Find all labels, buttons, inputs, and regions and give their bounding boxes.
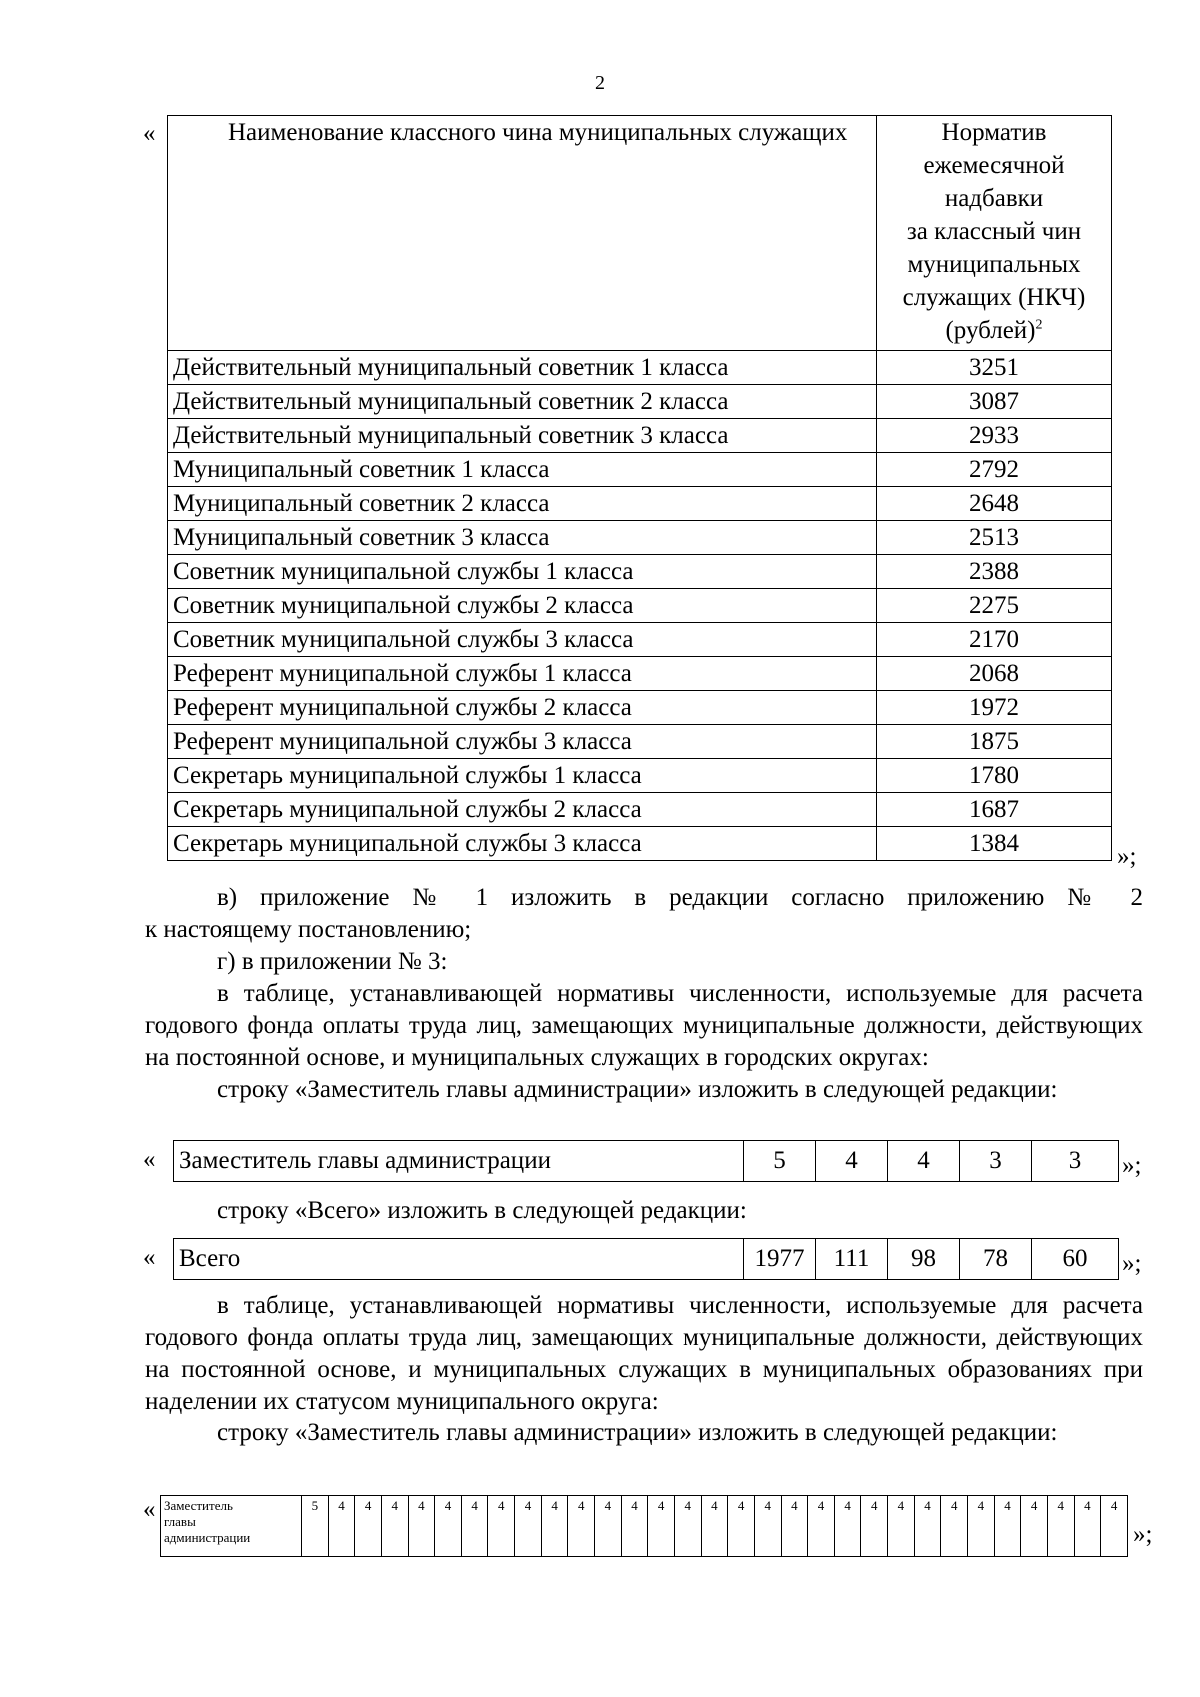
rank-name-cell: Референт муниципальной службы 2 класса bbox=[168, 691, 877, 725]
header-norm-line: (рублей)$^2$ bbox=[945, 317, 1043, 344]
small-value-cell: 4 bbox=[968, 1496, 995, 1557]
label-line: главы bbox=[164, 1514, 196, 1529]
deputy-value-cell: 4 bbox=[816, 1141, 888, 1182]
small-value-cell: 4 bbox=[621, 1496, 648, 1557]
paragraph-g: г) в приложении № 3: bbox=[217, 948, 448, 975]
label-line: администрации bbox=[164, 1530, 251, 1545]
norm-value-cell: 3251 bbox=[877, 351, 1112, 385]
table-row bbox=[168, 521, 1112, 555]
deputy-row-municipal-label bbox=[161, 1496, 302, 1557]
table-row bbox=[168, 793, 1112, 827]
deputy-value-cell: 5 bbox=[744, 1141, 816, 1182]
small-value-cell: 4 bbox=[754, 1496, 781, 1557]
open-quote-main-table: « bbox=[143, 120, 156, 147]
table-row bbox=[168, 555, 1112, 589]
small-value-cell: 4 bbox=[541, 1496, 568, 1557]
total-value-cell: 98 bbox=[888, 1239, 960, 1280]
deputy-value-cell: 4 bbox=[888, 1141, 960, 1182]
norm-value-cell: 2792 bbox=[877, 453, 1112, 487]
norm-value-cell: 2933 bbox=[877, 419, 1112, 453]
paragraph-city-table: в таблице, устанавливающей нормативы численности, используемые для расчета годового фонда оплаты труда лиц, замещающих муниципальные должности, действующих на постоянной основе, и муниципальных служащих в городских округах: bbox=[145, 980, 1143, 1071]
deputy-row-label: Заместитель главы администрации bbox=[174, 1141, 744, 1182]
rank-name-cell: Действительный муниципальный советник 1 класса bbox=[168, 351, 877, 385]
open-quote-small: « bbox=[143, 1496, 156, 1523]
header-norm-line: Норматив bbox=[941, 119, 1047, 146]
total-row-label: Всего bbox=[174, 1239, 744, 1280]
page-number: 2 bbox=[595, 72, 605, 94]
close-quote-deputy: »; bbox=[1122, 1152, 1142, 1179]
rank-name-cell: Муниципальный советник 2 класса bbox=[168, 487, 877, 521]
rank-name-cell: Действительный муниципальный советник 2 класса bbox=[168, 385, 877, 419]
small-value-cell: 4 bbox=[1074, 1496, 1101, 1557]
small-value-cell: 4 bbox=[568, 1496, 595, 1557]
class-rank-table-header bbox=[168, 116, 1112, 351]
header-norm-line: муниципальных bbox=[907, 251, 1081, 278]
table-row bbox=[168, 589, 1112, 623]
small-value-cell: 4 bbox=[595, 1496, 622, 1557]
norm-value-cell: 2170 bbox=[877, 623, 1112, 657]
rank-name-cell: Действительный муниципальный советник 3 класса bbox=[168, 419, 877, 453]
paragraph-v-line1: в) приложение № 1 изложить в редакции согласно приложению № 2 bbox=[217, 884, 1143, 911]
paragraph-total-row: строку «Всего» изложить в следующей редакции: bbox=[217, 1197, 747, 1224]
table-row bbox=[168, 453, 1112, 487]
total-value-cell: 78 bbox=[960, 1239, 1032, 1280]
norm-value-cell: 2513 bbox=[877, 521, 1112, 555]
table-row bbox=[168, 827, 1112, 861]
rank-name-cell: Муниципальный советник 1 класса bbox=[168, 453, 877, 487]
small-value-cell: 4 bbox=[888, 1496, 915, 1557]
header-norm-value bbox=[877, 116, 1112, 351]
total-value-cell: 111 bbox=[816, 1239, 888, 1280]
paragraph-deputy-row-municipal: строку «Заместитель главы администрации» изложить в следующей редакции: bbox=[217, 1419, 1058, 1446]
table-row bbox=[168, 351, 1112, 385]
norm-value-cell: 1687 bbox=[877, 793, 1112, 827]
small-value-cell: 4 bbox=[674, 1496, 701, 1557]
deputy-row-table bbox=[173, 1140, 1119, 1182]
small-value-cell: 4 bbox=[355, 1496, 382, 1557]
deputy-value-cell: 3 bbox=[960, 1141, 1032, 1182]
deputy-row-municipal bbox=[161, 1496, 1128, 1557]
close-quote-main-table: »; bbox=[1117, 843, 1137, 870]
small-value-cell: 4 bbox=[861, 1496, 888, 1557]
paragraph-deputy-row-city: строку «Заместитель главы администрации» изложить в следующей редакции: bbox=[217, 1076, 1058, 1103]
table-row bbox=[168, 419, 1112, 453]
norm-value-cell: 1875 bbox=[877, 725, 1112, 759]
small-value-cell: 4 bbox=[1021, 1496, 1048, 1557]
rank-name-cell: Советник муниципальной службы 3 класса bbox=[168, 623, 877, 657]
paragraph-v bbox=[145, 882, 1143, 946]
small-value-cell: 4 bbox=[994, 1496, 1021, 1557]
norm-value-cell: 2068 bbox=[877, 657, 1112, 691]
rank-name-cell: Муниципальный советник 3 класса bbox=[168, 521, 877, 555]
rank-name-cell: Референт муниципальной службы 3 класса bbox=[168, 725, 877, 759]
header-rank-name: Наименование классного чина муниципальных служащих bbox=[168, 116, 877, 351]
small-value-cell: 4 bbox=[914, 1496, 941, 1557]
table-row bbox=[168, 385, 1112, 419]
small-value-cell: 5 bbox=[302, 1496, 329, 1557]
header-norm-line: ежемесячной bbox=[923, 152, 1065, 179]
small-value-cell: 4 bbox=[328, 1496, 355, 1557]
rank-name-cell: Референт муниципальной службы 1 класса bbox=[168, 657, 877, 691]
norm-value-cell: 1780 bbox=[877, 759, 1112, 793]
small-value-cell: 4 bbox=[381, 1496, 408, 1557]
small-value-cell: 4 bbox=[435, 1496, 462, 1557]
small-value-cell: 4 bbox=[1101, 1496, 1128, 1557]
deputy-value-cell: 3 bbox=[1032, 1141, 1119, 1182]
small-value-cell: 4 bbox=[488, 1496, 515, 1557]
total-value-cell: 1977 bbox=[744, 1239, 816, 1280]
small-value-cell: 4 bbox=[834, 1496, 861, 1557]
class-rank-table-body bbox=[168, 116, 1112, 861]
table-row bbox=[168, 487, 1112, 521]
header-norm-line: надбавки bbox=[944, 185, 1044, 212]
rank-name-cell: Секретарь муниципальной службы 1 класса bbox=[168, 759, 877, 793]
deputy-row-municipal-table bbox=[160, 1495, 1128, 1557]
header-norm-line: за классный чин bbox=[906, 218, 1082, 245]
small-value-cell: 4 bbox=[781, 1496, 808, 1557]
rank-name-cell: Секретарь муниципальной службы 2 класса bbox=[168, 793, 877, 827]
rank-name-cell: Советник муниципальной службы 2 класса bbox=[168, 589, 877, 623]
class-rank-table bbox=[167, 115, 1112, 861]
small-value-cell: 4 bbox=[728, 1496, 755, 1557]
small-value-cell: 4 bbox=[1047, 1496, 1074, 1557]
label-line: Заместитель bbox=[164, 1498, 233, 1513]
table-row bbox=[168, 725, 1112, 759]
rank-name-cell: Советник муниципальной службы 1 класса bbox=[168, 555, 877, 589]
norm-value-cell: 2388 bbox=[877, 555, 1112, 589]
small-value-cell: 4 bbox=[515, 1496, 542, 1557]
close-quote-total: »; bbox=[1122, 1250, 1142, 1277]
header-norm-line: служащих (НКЧ) bbox=[902, 284, 1086, 311]
table-row bbox=[168, 623, 1112, 657]
paragraph-municipal-table: в таблице, устанавливающей нормативы численности, используемые для расчета годового фонда оплаты труда лиц, замещающих муниципальные должности, действующих на постоянной основе, и муниципальных служащих в муниципальных образованиях при наделении их статусом муниципального округа: bbox=[145, 1292, 1143, 1415]
deputy-row bbox=[174, 1141, 1119, 1182]
norm-value-cell: 1384 bbox=[877, 827, 1112, 861]
small-value-cell: 4 bbox=[808, 1496, 835, 1557]
total-row bbox=[174, 1239, 1119, 1280]
table-row bbox=[168, 691, 1112, 725]
norm-value-cell: 2648 bbox=[877, 487, 1112, 521]
small-value-cell: 4 bbox=[461, 1496, 488, 1557]
paragraph-v-line2: к настоящему постановлению; bbox=[145, 916, 472, 943]
total-row-table bbox=[173, 1238, 1119, 1280]
close-quote-small: »; bbox=[1133, 1521, 1153, 1548]
header-norm-lines bbox=[877, 116, 1111, 347]
footnote-marker: 2 bbox=[1035, 317, 1043, 333]
open-quote-total: « bbox=[143, 1244, 156, 1271]
norm-value-cell: 3087 bbox=[877, 385, 1112, 419]
rank-name-cell: Секретарь муниципальной службы 3 класса bbox=[168, 827, 877, 861]
small-value-cell: 4 bbox=[648, 1496, 675, 1557]
table-row bbox=[168, 759, 1112, 793]
norm-value-cell: 2275 bbox=[877, 589, 1112, 623]
small-value-cell: 4 bbox=[701, 1496, 728, 1557]
small-value-cell: 4 bbox=[941, 1496, 968, 1557]
total-value-cell: 60 bbox=[1032, 1239, 1119, 1280]
open-quote-deputy: « bbox=[143, 1146, 156, 1173]
table-row bbox=[168, 657, 1112, 691]
small-value-cell: 4 bbox=[408, 1496, 435, 1557]
norm-value-cell: 1972 bbox=[877, 691, 1112, 725]
